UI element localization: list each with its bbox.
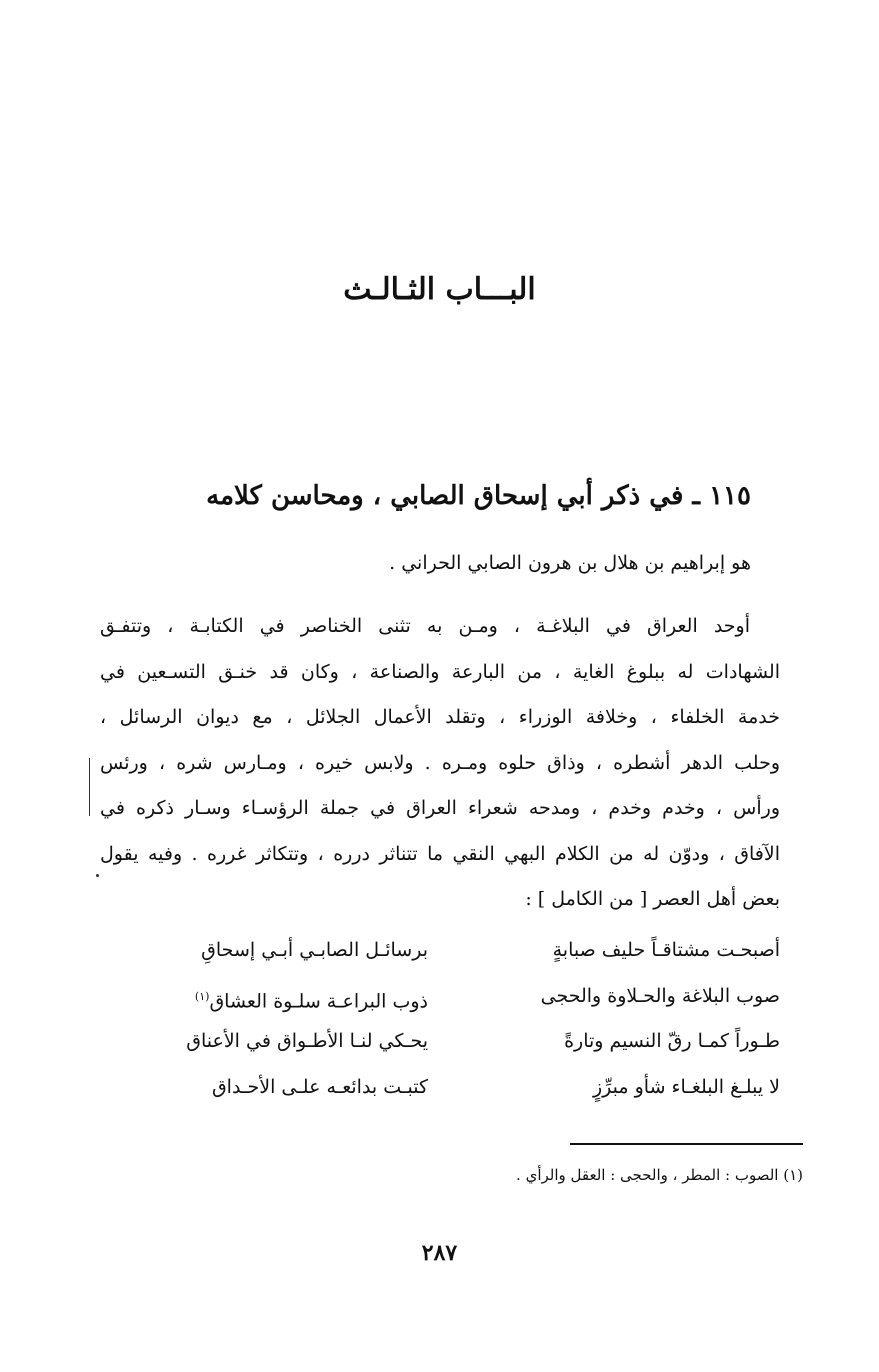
poem-verses — [126, 928, 780, 1110]
paragraph-line: ورأس ، وخدم وخدم ، ومدحه شعراء العراق في جملة الرؤسـاء وسـار ذكره في — [100, 797, 780, 819]
verse-first-hemistich: صوب البلاغة والحـلاوة والحجى — [540, 984, 780, 1007]
verse-row — [126, 928, 780, 974]
paragraph-line: بعض أهل العصر [ من الكامل ] : — [525, 888, 780, 910]
margin-mark — [89, 758, 90, 816]
verse-second-text: ذوب البراعـة سلـوة العشاق — [209, 989, 428, 1012]
verse-second-hemistich — [126, 974, 428, 1020]
verse-second-hemistich: برسائـل الصابـي أبـي إسحاقِ — [201, 939, 428, 961]
footnote: (١) الصوب : المطر ، والحجى : العقل والرأي . — [516, 1166, 803, 1184]
verse-first-hemistich: طـوراً كمـا رقّ النسيم وتارةً — [564, 1030, 780, 1052]
paragraph-line: وحلب الدهر أشطره ، وذاق حلوه ومـره . ولابس خيره ، ومـارس شره ، ورئس — [100, 751, 780, 774]
verse-row — [126, 1065, 780, 1111]
paragraph-line: الشهادات له ببلوغ الغاية ، من البارعة والصناعة ، وكان قد خنـق التسـعين في — [100, 660, 780, 683]
chapter-title: البـــاب الثـالـث — [343, 272, 536, 307]
verse-row — [126, 974, 780, 1020]
paragraph-line: خدمة الخلفاء ، وخلافة الوزراء ، وتقلد الأعمال الجلائل ، مع ديوان الرسائل ، — [100, 706, 780, 728]
verse-row — [126, 1019, 780, 1065]
paragraph-line: الآفاق ، ودوّن له من الكلام البهي النقي ما تتناثر درره ، وتتكاثر غرره . وفيه يقول — [100, 842, 780, 865]
verse-first-hemistich: لا يبلـغ البلغـاء شأو مبرِّزٍ — [593, 1075, 780, 1098]
footnote-divider — [570, 1143, 803, 1145]
verse-first-hemistich: أصبحـت مشتاقـاً حليف صبابةٍ — [552, 939, 780, 961]
body-paragraph — [100, 604, 780, 923]
footnote-marker: (١) — [194, 989, 210, 1003]
margin-dot — [96, 874, 99, 877]
paragraph-line: أوحد العراق في البلاغـة ، ومـن به تثنى الخناصر في الكتابـة ، وتتفـق — [100, 615, 750, 637]
verse-second-hemistich: كتبـت بدائعـه علـى الأحـداق — [211, 1075, 428, 1098]
intro-line: هو إبراهيم بن هلال بن هرون الصابي الحراني . — [389, 552, 751, 574]
section-heading: ١١٥ ـ في ذكر أبي إسحاق الصابي ، ومحاسن كلامه — [206, 481, 751, 511]
page-number: ٢٨٧ — [421, 1240, 458, 1266]
verse-second-hemistich: يحـكي لنـا الأطـواق في الأعناق — [186, 1030, 428, 1052]
